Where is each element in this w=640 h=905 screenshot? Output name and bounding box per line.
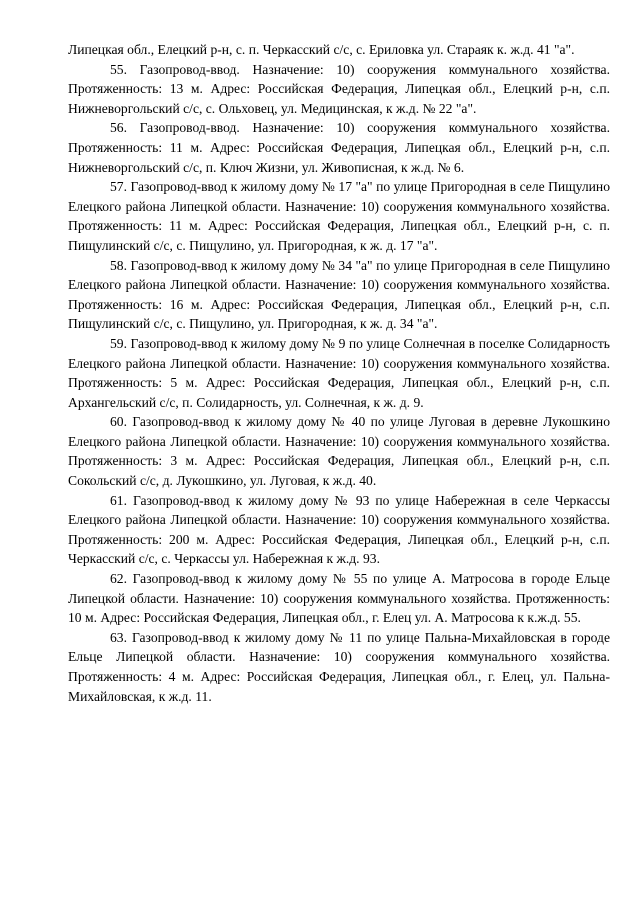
- list-item-56: 56. Газопровод-ввод. Назначение: 10) сооружения коммунального хозяйства. Протяженность: 11 м. Адрес: Российская Федерация, Липецкая обл., Елецкий р-н, с.п. Нижневоргольский с/с, п. Ключ Жизни, ул. Живописная, к ж.д. № 6.: [68, 120, 610, 175]
- list-item-55: 55. Газопровод-ввод. Назначение: 10) сооружения коммунального хозяйства. Протяженность: 13 м. Адрес: Российская Федерация, Липецкая обл., Елецкий р-н, с.п. Нижневоргольский с/с, с. Ольховец, ул. Медицинская, к ж.д. № 22 "а".: [68, 61, 610, 116]
- list-item-60: 60. Газопровод-ввод к жилому дому № 40 по улице Луговая в деревне Лукошкино Елецкого района Липецкой области. Назначение: 10) сооружения коммунального хозяйства. Протяженность: 3 м. Адрес: Российская Федерация, Липецкая обл., Елецкий р-н, с.п. Сокольский с/с, д. Лукошкино, ул. Луговая, к ж.д. 40.: [68, 414, 610, 489]
- list-item-57: 57. Газопровод-ввод к жилому дому № 17 "а" по улице Пригородная в селе Пищулино Елецкого района Липецкой области. Назначение: 10) сооружения коммунального хозяйства. Протяженность: 11 м. Адрес: Российская Федерация, Липецкая обл., Елецкий р-н, с. п. Пищулинский с/с, с. Пищулино, ул. Пригородная, к ж. д. 17 "а".: [68, 179, 610, 253]
- list-item-63: 63. Газопровод-ввод к жилому дому № 11 по улице Пальна-Михайловская в городе Ельце Липецкой области. Назначение: 10) сооружения коммунального хозяйства. Протяженность: 4 м. Адрес: Российская Федерация, Липецкая обл., г. Елец, ул. Пальна-Михайловская, к ж.д. 11.: [68, 629, 610, 704]
- continuation-paragraph: Липецкая обл., Елецкий р-н, с. п. Черкасский с/с, с. Ериловка ул. Стараяк к. ж.д. 41 "а".: [68, 42, 575, 57]
- list-item-59: 59. Газопровод-ввод к жилому дому № 9 по улице Солнечная в поселке Солидарность Елецкого района Липецкой области. Назначение: 10) сооружения коммунального хозяйства. Протяженность: 5 м. Адрес: Российская Федерация, Липецкая обл., Елецкий р-н, с.п. Архангельский с/с, п. Солидарность, ул. Солнечная, к ж. д. 9.: [68, 335, 610, 410]
- list-item-58: 58. Газопровод-ввод к жилому дому № 34 "а" по улице Пригородная в селе Пищулино Елецкого района Липецкой области. Назначение: 10) сооружения коммунального хозяйства. Протяженность: 16 м. Адрес: Российская Федерация, Липецкая обл., Елецкий р-н, с.п. Пищулинский с/с, с. Пищулино, ул. Пригородная, к ж. д. 34 "а".: [68, 257, 610, 332]
- document-page: [68, 40, 610, 706]
- list-item-62: 62. Газопровод-ввод к жилому дому № 55 по улице А. Матросова в городе Ельце Липецкой области. Назначение: 10) сооружения коммунального хозяйства. Протяженность: 10 м. Адрес: Российская Федерация, Липецкая обл., г. Елец ул. А. Матросова к к.ж.д. 55.: [68, 571, 610, 626]
- list-item-61: 61. Газопровод-ввод к жилому дому № 93 по улице Набережная в селе Черкассы Елецкого района Липецкой области. Назначение: 10) сооружения коммунального хозяйства. Протяженность: 200 м. Адрес: Российская Федерация, Липецкая обл., Елецкий р-н, с.п. Черкасский с/с, с. Черкассы ул. Набережная к ж.д. 93.: [68, 492, 610, 567]
